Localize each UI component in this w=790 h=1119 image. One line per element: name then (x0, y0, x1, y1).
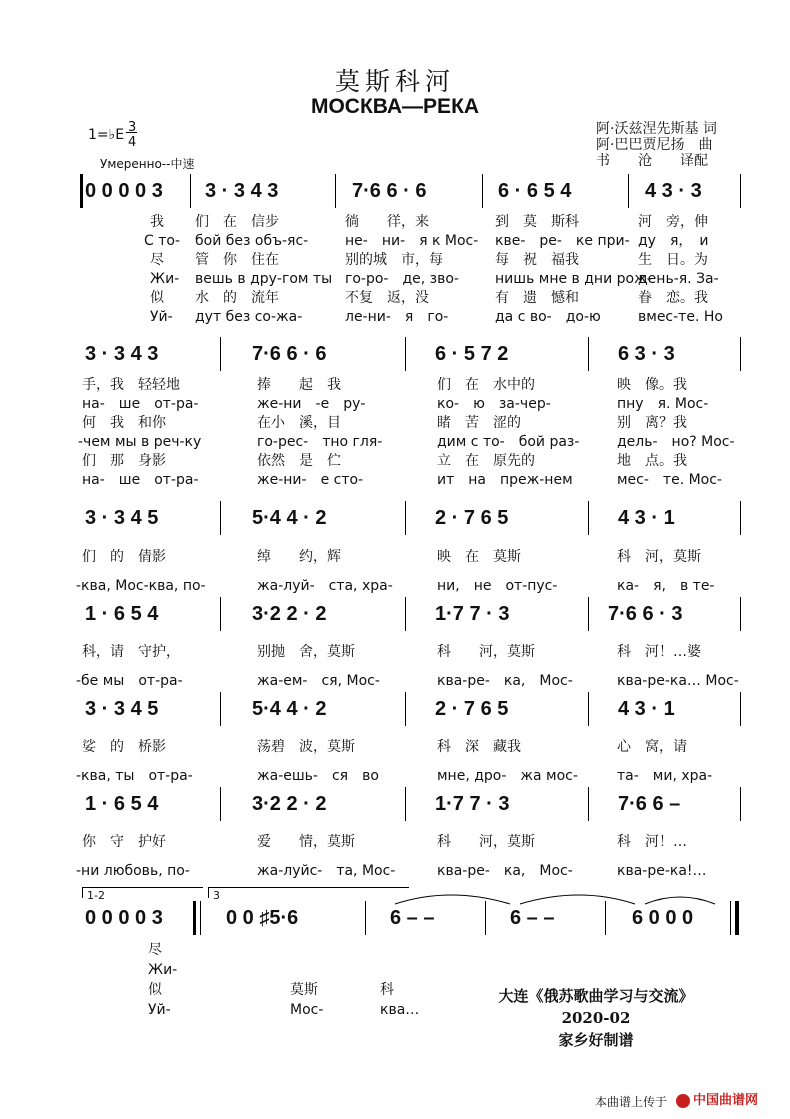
lyric: кве- ре- ке при- (495, 233, 630, 249)
lyrics-block-3 (76, 543, 732, 601)
lyric: 生 日。为 (638, 252, 708, 268)
barline (588, 787, 589, 821)
publisher-note (462, 985, 730, 1051)
credits (596, 121, 717, 169)
lyric: 在小 溪，目 (257, 415, 341, 431)
measure: 1 · 6 5 4 (85, 603, 159, 625)
lyric: 依然 是 伫 (257, 453, 341, 469)
lyric: 有 遗 憾和 (495, 290, 579, 306)
measure: 2 · 7 6 5 (435, 698, 509, 720)
measure: 4 3 · 3 (645, 180, 702, 202)
barline (628, 174, 629, 208)
barline (405, 597, 406, 631)
score-row-2 (80, 343, 740, 367)
time-signature-bottom: 4 (128, 135, 137, 150)
barline (405, 337, 406, 371)
lyric-line (82, 376, 732, 395)
lyric: 睹 苦 涩的 (437, 415, 521, 431)
lyrics-block-2 (78, 376, 735, 490)
lyric: Мос- (290, 1002, 324, 1018)
barline (405, 787, 406, 821)
barline (405, 692, 406, 726)
lyric-line (150, 270, 730, 289)
barline (220, 337, 221, 371)
final-barline-thin (730, 901, 731, 935)
lyric: 科 (380, 982, 394, 998)
repeat-barline-thin (200, 901, 201, 935)
lyric: 们 那 身影 (82, 453, 166, 469)
lyric: -ни любовь, по- (76, 863, 190, 879)
lyric: дим с то- бой раз- (437, 434, 580, 450)
lyric: 眷 恋。我 (638, 290, 708, 306)
lyric: 地 点。我 (617, 453, 687, 469)
tie (395, 895, 510, 904)
barline (740, 692, 741, 726)
barline (740, 174, 741, 208)
barline (220, 501, 221, 535)
lyric: 们 在 信步 (195, 214, 279, 230)
lyric: 似 (148, 982, 162, 998)
lyric: -ква, Мос-ква, по- (76, 578, 206, 594)
key-signature: 1=♭E 3 4 (88, 120, 137, 150)
measure: 6 · 5 7 2 (435, 343, 509, 365)
time-signature-top: 3 (128, 120, 137, 135)
lyric-line (78, 433, 735, 452)
lyric: Жи- (148, 962, 178, 978)
measure: 3 · 3 4 3 (85, 343, 159, 365)
lyric: 爱 情，莫斯 (257, 834, 355, 850)
barline (365, 901, 366, 935)
tie (645, 897, 715, 904)
lyric: жа-луй- ста, хра- (257, 578, 393, 594)
lyric-line (150, 251, 730, 270)
score-row-6 (80, 793, 740, 817)
barline (740, 501, 741, 535)
measure: 5·4 4 · 2 (252, 507, 327, 529)
site-logo (676, 1089, 758, 1108)
measure: 1·7 7 · 3 (435, 603, 510, 625)
ending-lyrics-col2 (290, 980, 323, 1020)
measure: 4 3 · 1 (618, 507, 675, 529)
measure: 3 · 3 4 5 (85, 507, 159, 529)
measure: 6 3 · 3 (618, 343, 675, 365)
lyric-line (76, 572, 732, 601)
lyric: бой без объ-яс- (195, 233, 309, 249)
lyric: 立 在 原先的 (437, 453, 535, 469)
lyric: 科 河，莫斯 (617, 549, 701, 565)
lyric: ква… (380, 1002, 420, 1018)
lyric: 科 深 藏我 (437, 739, 521, 755)
lyric: 尽 (150, 252, 164, 268)
lyric: -бе мы от-ра- (76, 673, 183, 689)
lyric: 心 窝，请 (617, 739, 687, 755)
measure: 0 0 0 0 3 (85, 907, 163, 929)
lyric: вешь в дру-гом ты (195, 271, 333, 287)
tempo-marking: Умеренно--中速 (100, 157, 195, 171)
lyric: 似 (150, 290, 164, 306)
lyric: ква-ре- ка, Мос- (437, 673, 573, 689)
barline (485, 901, 486, 935)
lyric-line (82, 395, 732, 414)
measure: 0 0 0 0 3 (85, 180, 163, 202)
measure: 3·2 2 · 2 (252, 603, 327, 625)
lyric: ква-ре-ка… Мос- (617, 673, 739, 689)
barline (588, 692, 589, 726)
lyric: же-ни- е сто- (257, 472, 364, 488)
lyric: та- ми, хра- (617, 768, 713, 784)
lyric: 我 (150, 214, 164, 230)
lyric: -чем мы в реч-ку (78, 434, 202, 450)
lyric: 娑 的 桥影 (82, 739, 166, 755)
lyric-line (82, 452, 732, 471)
lyric: -ква, ты от-ра- (76, 768, 193, 784)
lyric: 们 在 水中的 (437, 377, 535, 393)
lyric-line (76, 667, 739, 696)
score-row-1 (80, 180, 740, 204)
measure: 6 0 0 0 (632, 907, 694, 929)
lyric-line (150, 289, 730, 308)
lyric: 别 离？我 (617, 415, 687, 431)
lyric: 河 旁，伸 (638, 214, 708, 230)
volta-label: 1-2 (87, 889, 105, 902)
lyric: на- ше от-ра- (82, 396, 199, 412)
lyric-line (82, 828, 732, 857)
time-signature-line (126, 132, 137, 133)
measure: 7·6 6 · 3 (608, 603, 683, 625)
volta-label: 3 (213, 889, 220, 902)
lyric: го-ро- де, зво- (345, 271, 459, 287)
lyric: 科 河！… (617, 834, 687, 850)
lyric: 绰 约，辉 (257, 549, 341, 565)
lyric: 们 的 倩影 (82, 549, 166, 565)
lyric: ду я， и (638, 233, 709, 249)
lyric: 到 莫 斯科 (495, 214, 579, 230)
score-row-ending (80, 907, 740, 931)
lyric: 莫斯 (290, 982, 318, 998)
ending-lyrics-col1 (148, 940, 177, 1020)
repeat-barline (193, 901, 196, 935)
lyric: жа-ем- ся, Мос- (257, 673, 380, 689)
measure: 6 · 6 5 4 (498, 180, 572, 202)
barline (405, 501, 406, 535)
lyric: ни, не от-пус- (437, 578, 558, 594)
lyric: 管 你 住在 (195, 252, 279, 268)
lyric: 尽 (148, 942, 162, 958)
barline (220, 787, 221, 821)
lyric: Уй- (148, 1002, 171, 1018)
score-row-5 (80, 698, 740, 722)
measure: 1·7 7 · 3 (435, 793, 510, 815)
barline (605, 901, 606, 935)
lyric-line (150, 213, 730, 232)
lyric: 科，请 守护， (82, 644, 180, 660)
barline (588, 501, 589, 535)
tie (520, 895, 635, 904)
barline (482, 174, 483, 208)
lyrics-block-5 (76, 733, 732, 791)
publisher-line: 大连《俄苏歌曲学习与交流》 (498, 987, 694, 1005)
measure: 3 · 3 4 3 (205, 180, 279, 202)
lyric: 荡碧 波，莫斯 (257, 739, 355, 755)
measure: 7·6 6 · 6 (252, 343, 327, 365)
lyric: 别抛 舍，莫斯 (257, 644, 355, 660)
lyric: 映 像。我 (617, 377, 687, 393)
lyric: же-ни -е ру- (257, 396, 366, 412)
barline (588, 337, 589, 371)
lyric: го-рес- тно гля- (257, 434, 383, 450)
lyric: дель- но? Мос- (617, 434, 735, 450)
lyric: Жи- (150, 271, 180, 287)
lyricist-credit: 阿·沃兹涅先斯基 词 (596, 121, 717, 137)
volta-bracket-1 (82, 887, 203, 902)
lyric: 科 河！…婆 (617, 644, 701, 660)
lyric-line (82, 543, 732, 572)
ending-lyrics-col3 (380, 980, 419, 1020)
measure: 1 · 6 5 4 (85, 793, 159, 815)
lyric: ква-ре-ка!… (617, 863, 707, 879)
lyric: 何 我 和你 (82, 415, 166, 431)
barline (220, 597, 221, 631)
lyric: 你 守 护好 (82, 834, 166, 850)
barline (740, 787, 741, 821)
lyric: вмес-те. Но (638, 309, 723, 325)
lyric: 手，我 轻轻地 (82, 377, 180, 393)
translator-credit: 书 沧 译配 (596, 153, 708, 169)
lyric: дут без со-жа- (195, 309, 303, 325)
barline (220, 692, 221, 726)
lyric: ква-ре- ка, Мос- (437, 863, 573, 879)
lyric: 徜 徉，来 (345, 214, 429, 230)
lyric: 每 祝 福我 (495, 252, 579, 268)
measure: 6 – – (510, 907, 555, 929)
lyrics-block-4 (76, 638, 739, 696)
lyric: 别的城 市，每 (345, 252, 443, 268)
lyric-line (76, 857, 732, 886)
lyric: ко- ю за-чер- (437, 396, 551, 412)
composer-credit: 阿·巴巴贾尼扬 曲 (596, 137, 713, 153)
lyric-line (82, 414, 732, 433)
tie-arcs (390, 886, 720, 906)
measure: 0 0 ♯5·6 (226, 907, 299, 929)
measure: 3·2 2 · 2 (252, 793, 327, 815)
publisher-date: 2020-02 (561, 1009, 631, 1027)
lyric: С то- (144, 233, 180, 249)
lyric: ле-ни- я го- (345, 309, 449, 325)
barline (190, 174, 191, 208)
lyric: пну я. Мос- (617, 396, 709, 412)
lyric: Уй- (150, 309, 173, 325)
site-logo-icon (676, 1094, 690, 1108)
lyric: день-я. За- (638, 271, 719, 287)
site-logo-text: 中国曲谱网 (693, 1093, 759, 1108)
lyric: 科 河，莫斯 (437, 644, 535, 660)
upload-note: 本曲谱上传于 (595, 1095, 668, 1109)
lyric-line (82, 733, 732, 762)
lyric-line (82, 638, 732, 667)
measure: 3 · 3 4 5 (85, 698, 159, 720)
barline (740, 597, 741, 631)
lyric: не- ни- я к Мос- (345, 233, 479, 249)
volta-bracket-2 (208, 887, 409, 902)
lyric: мне, дро- жа мос- (437, 768, 578, 784)
lyric: на- ше от-ра- (82, 472, 199, 488)
lyric: 水 的 流年 (195, 290, 279, 306)
lyric: ка- я, в те- (617, 578, 715, 594)
lyric: да с во- до-ю (495, 309, 601, 325)
barline (335, 174, 336, 208)
lyric: 捧 起 我 (257, 377, 341, 393)
barline (588, 597, 589, 631)
lyric: 科 河，莫斯 (437, 834, 535, 850)
measure: 5·4 4 · 2 (252, 698, 327, 720)
measure: 6 – – (390, 907, 435, 929)
lyric: 映 在 莫斯 (437, 549, 521, 565)
measure: 7·6 6 · 6 (352, 180, 427, 202)
publisher-arranger: 家乡好制谱 (558, 1031, 634, 1049)
measure: 2 · 7 6 5 (435, 507, 509, 529)
lyric: 不复 返，没 (345, 290, 429, 306)
lyrics-block-6 (76, 828, 732, 886)
score-row-3 (80, 507, 740, 531)
barline (740, 337, 741, 371)
measure: 4 3 · 1 (618, 698, 675, 720)
final-barline-thick (735, 901, 739, 935)
lyric: ит на преж-нем (437, 472, 573, 488)
song-title-chinese: 莫斯科河 (334, 67, 455, 96)
lyric: мес- те. Мос- (617, 472, 722, 488)
lyric-line (144, 232, 730, 251)
lyrics-block-1 (144, 213, 730, 327)
song-title-russian: МОСКВА—РЕКА (310, 95, 480, 118)
measure: 7·6 6 – (618, 793, 681, 815)
lyric: жа-ешь- ся во (257, 768, 379, 784)
lyric: нишь мне в дни рож- (495, 271, 652, 287)
lyric: жа-луйс- та, Мос- (257, 863, 396, 879)
lyric-line (76, 762, 732, 791)
start-barline (80, 174, 83, 208)
lyric-line (150, 308, 730, 327)
score-row-4 (80, 603, 740, 627)
lyric-line (82, 471, 732, 490)
